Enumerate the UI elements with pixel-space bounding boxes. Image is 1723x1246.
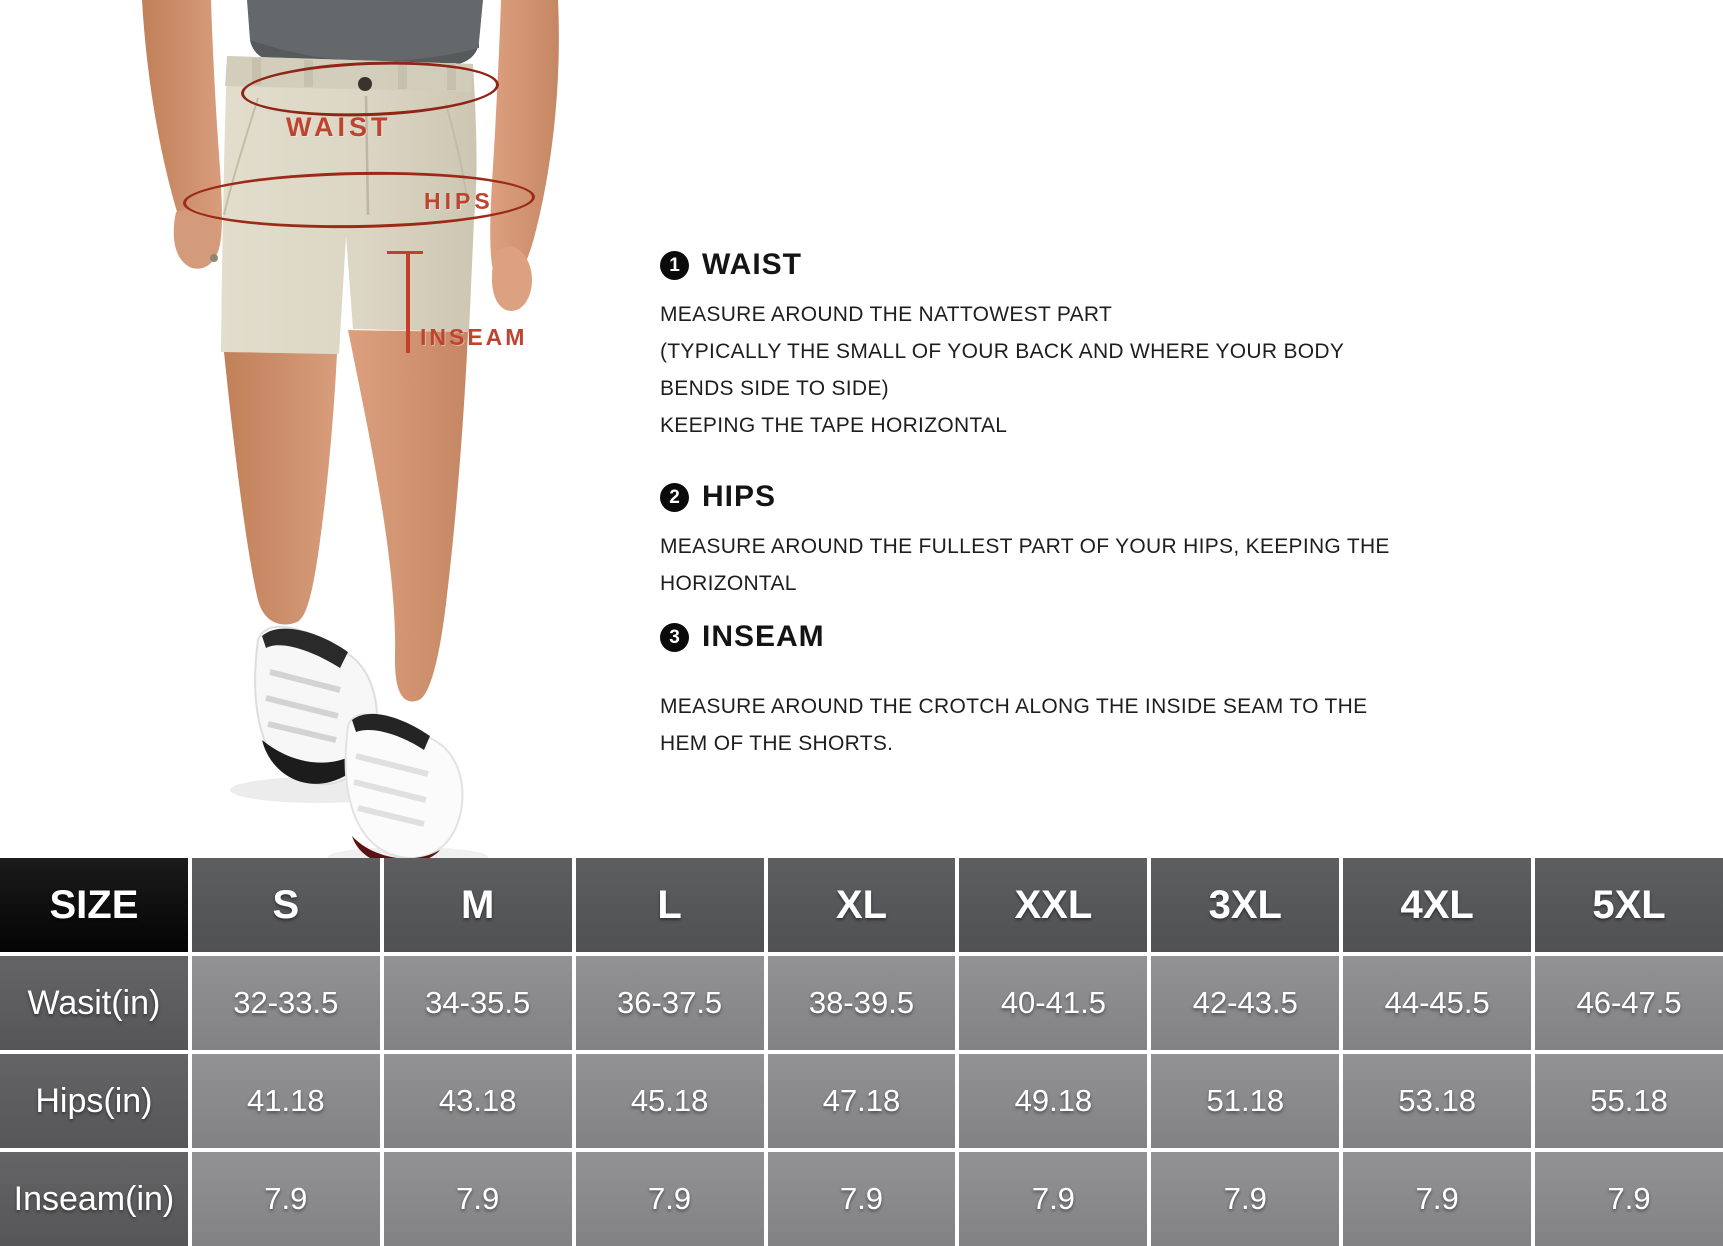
inseam-measure-label: INSEAM xyxy=(420,324,528,350)
size-table-value-cell: 55.18 xyxy=(1535,1054,1723,1148)
size-table-size-header: XXL xyxy=(959,858,1147,952)
waist-measure-label: WAIST xyxy=(286,112,392,142)
instruction-line: MEASURE AROUND THE NATTOWEST PART xyxy=(660,303,1113,326)
instruction-line: MEASURE AROUND THE CROTCH ALONG THE INSIDE SEAM TO THE xyxy=(660,695,1368,718)
model-photo xyxy=(0,0,600,860)
size-table-value-cell: 43.18 xyxy=(384,1054,572,1148)
size-table-value-cell: 38-39.5 xyxy=(768,956,956,1050)
model-left-leg xyxy=(224,352,337,624)
size-table-value-cell: 44-45.5 xyxy=(1343,956,1531,1050)
size-table-value-cell: 32-33.5 xyxy=(192,956,380,1050)
size-table-value-cell: 7.9 xyxy=(192,1152,380,1246)
size-table-row-label: Hips(in) xyxy=(0,1054,188,1148)
size-table-size-header: 3XL xyxy=(1151,858,1339,952)
size-table-value-cell: 47.18 xyxy=(768,1054,956,1148)
size-table-value-cell: 41.18 xyxy=(192,1054,380,1148)
size-table-size-header: M xyxy=(384,858,572,952)
instruction-title: INSEAM xyxy=(702,620,825,653)
instruction-inseam xyxy=(660,622,1700,762)
size-table-value-cell: 7.9 xyxy=(576,1152,764,1246)
size-table-value-cell: 7.9 xyxy=(1151,1152,1339,1246)
size-table-row-label: Wasit(in) xyxy=(0,956,188,1050)
size-table-size-header: L xyxy=(576,858,764,952)
size-table-value-cell: 7.9 xyxy=(1343,1152,1531,1246)
model-right-leg xyxy=(348,330,468,701)
size-table-size-header: S xyxy=(192,858,380,952)
size-table-value-cell: 49.18 xyxy=(959,1054,1147,1148)
size-table xyxy=(0,858,1723,1246)
instruction-line: KEEPING THE TAPE HORIZONTAL xyxy=(660,414,1008,437)
size-table-row-label: Inseam(in) xyxy=(0,1152,188,1246)
instruction-line: BENDS SIDE TO SIDE) xyxy=(660,377,889,400)
instruction-line: HORIZONTAL xyxy=(660,572,797,595)
size-table-value-cell: 51.18 xyxy=(1151,1054,1339,1148)
inseam-measure-line xyxy=(406,251,410,353)
inseam-measure-top-bar xyxy=(387,251,423,254)
instruction-line: (TYPICALLY THE SMALL OF YOUR BACK AND WHERE YOUR BODY xyxy=(660,340,1345,363)
step-2-badge: 2 xyxy=(660,483,689,512)
size-table-value-cell: 7.9 xyxy=(1535,1152,1723,1246)
step-1-badge: 1 xyxy=(660,251,689,280)
measurement-instructions xyxy=(660,0,1700,860)
size-table-value-cell: 34-35.5 xyxy=(384,956,572,1050)
size-table-value-cell: 45.18 xyxy=(576,1054,764,1148)
size-table-value-cell: 7.9 xyxy=(959,1152,1147,1246)
step-3-badge: 3 xyxy=(660,623,689,652)
size-table-value-cell: 7.9 xyxy=(768,1152,956,1246)
size-table-size-header: 4XL xyxy=(1343,858,1531,952)
model-right-arm xyxy=(490,0,559,286)
size-table-value-cell: 36-37.5 xyxy=(576,956,764,1050)
model-right-shoe xyxy=(346,714,463,860)
instruction-hips xyxy=(660,482,1700,602)
hips-measure-label: HIPS xyxy=(424,188,494,214)
size-table-size-header: 5XL xyxy=(1535,858,1723,952)
size-table-value-cell: 42-43.5 xyxy=(1151,956,1339,1050)
size-table-size-header: XL xyxy=(768,858,956,952)
instruction-line: MEASURE AROUND THE FULLEST PART OF YOUR HIPS, KEEPING THE xyxy=(660,535,1390,558)
instruction-waist xyxy=(660,250,1700,444)
instruction-line: HEM OF THE SHORTS. xyxy=(660,732,894,755)
size-table-value-cell: 7.9 xyxy=(384,1152,572,1246)
size-table-corner-header: SIZE xyxy=(0,858,188,952)
size-table-value-cell: 40-41.5 xyxy=(959,956,1147,1050)
instruction-title: WAIST xyxy=(702,248,802,281)
size-table-value-cell: 46-47.5 xyxy=(1535,956,1723,1050)
instruction-title: HIPS xyxy=(702,480,777,513)
size-table-value-cell: 53.18 xyxy=(1343,1054,1531,1148)
